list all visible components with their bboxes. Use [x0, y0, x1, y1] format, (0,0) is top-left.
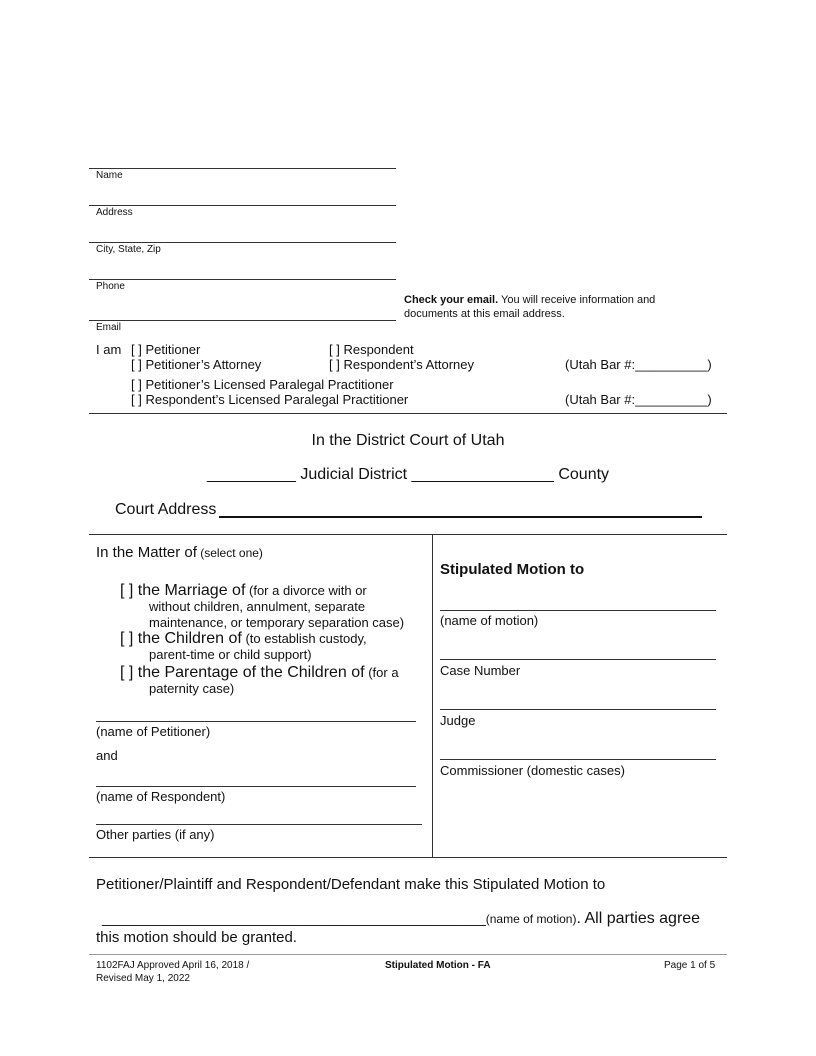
- utah-bar-field-1[interactable]: (Utah Bar #:__________): [565, 357, 712, 372]
- marriage-main: [ ] the Marriage of: [120, 582, 246, 599]
- children-main: [ ] the Children of: [120, 630, 242, 647]
- court-address-label: Court Address: [115, 501, 217, 518]
- commissioner-label: Commissioner (domestic cases): [440, 763, 625, 778]
- marriage-cont: without children, annulment, separate maintenance, or temporary separation case): [149, 599, 405, 630]
- judge-line[interactable]: [440, 709, 716, 710]
- email-note-bold: Check your email.: [404, 294, 499, 306]
- and-label: and: [96, 748, 118, 763]
- court-title: In the District Court of Utah: [311, 432, 505, 449]
- agree-text: . All parties agree: [576, 910, 701, 927]
- i-am-label: I am: [96, 342, 122, 357]
- children-cont: parent-time or child support): [149, 647, 312, 662]
- phone-line[interactable]: [89, 279, 396, 280]
- motion-name-label: (name of motion): [440, 613, 539, 628]
- petitioner-name-line[interactable]: [96, 721, 416, 722]
- other-parties-label: Other parties (if any): [96, 827, 215, 842]
- footer-divider: [89, 954, 727, 955]
- footer-title: Stipulated Motion - FA: [385, 960, 491, 971]
- checkbox-petitioner-attorney[interactable]: [ ] Petitioner’s Attorney: [131, 357, 262, 372]
- court-address-line[interactable]: [219, 516, 702, 518]
- judge-label: Judge: [440, 713, 476, 728]
- checkbox-petitioner-lpp[interactable]: [ ] Petitioner’s Licensed Paralegal Practitioner: [131, 377, 394, 392]
- parentage-main: [ ] the Parentage of the Children of: [120, 664, 365, 681]
- footer-page-number: Page 1 of 5: [664, 960, 716, 971]
- email-label: Email: [96, 322, 122, 333]
- footer-revised: Revised May 1, 2022: [96, 973, 190, 984]
- option-children[interactable]: [120, 630, 420, 663]
- motion-name-blank[interactable]: ______________________________________________: [102, 910, 486, 927]
- stipulated-motion-title: Stipulated Motion to: [440, 561, 585, 578]
- utah-bar-field-2[interactable]: (Utah Bar #:__________): [565, 392, 712, 407]
- motion-name-small: (name of motion): [485, 912, 577, 926]
- caption-bottom-border: [89, 857, 727, 858]
- respondent-name-label: (name of Respondent): [96, 789, 226, 804]
- matter-sub: (select one): [196, 546, 263, 560]
- parentage-sub: (for a: [364, 665, 399, 680]
- footer-form-id: 1102FAJ Approved April 16, 2018 /: [96, 960, 250, 971]
- address-label: Address: [96, 207, 133, 218]
- checkbox-respondent-lpp[interactable]: [ ] Respondent’s Licensed Paralegal Practitioner: [131, 392, 409, 407]
- caption-divider: [432, 534, 433, 857]
- matter-main: In the Matter of: [96, 544, 197, 561]
- name-line[interactable]: [89, 168, 396, 169]
- phone-label: Phone: [96, 281, 125, 292]
- checkbox-petitioner[interactable]: [ ] Petitioner: [131, 342, 201, 357]
- option-parentage[interactable]: [120, 664, 420, 697]
- role-divider: [89, 413, 727, 414]
- checkbox-respondent[interactable]: [ ] Respondent: [329, 342, 414, 357]
- marriage-sub: (for a divorce with or: [245, 583, 367, 598]
- parentage-cont: paternity case): [149, 681, 235, 696]
- in-the-matter-of: [96, 544, 263, 561]
- address-line[interactable]: [89, 205, 396, 206]
- granted-text: this motion should be granted.: [96, 929, 297, 946]
- email-line[interactable]: [89, 320, 396, 321]
- motion-intro-text: Petitioner/Plaintiff and Respondent/Defendant make this Stipulated Motion to: [96, 876, 606, 893]
- other-parties-line[interactable]: [96, 824, 422, 825]
- respondent-name-line[interactable]: [96, 786, 416, 787]
- judicial-district-line[interactable]: __________ Judicial District ________________ County: [206, 466, 610, 483]
- option-marriage[interactable]: [120, 582, 420, 631]
- motion-name-sentence: [102, 910, 700, 928]
- email-note: [404, 293, 655, 321]
- checkbox-respondent-attorney[interactable]: [ ] Respondent’s Attorney: [329, 357, 475, 372]
- email-note-line2: documents at this email address.: [404, 308, 565, 320]
- motion-name-line[interactable]: [440, 610, 716, 611]
- case-number-label: Case Number: [440, 663, 521, 678]
- city-state-zip-label: City, State, Zip: [96, 244, 161, 255]
- caption-top-border: [89, 534, 727, 535]
- email-note-rest: You will receive information and: [498, 294, 656, 306]
- commissioner-line[interactable]: [440, 759, 716, 760]
- children-sub: (to establish custody,: [241, 631, 367, 646]
- city-state-zip-line[interactable]: [89, 242, 396, 243]
- case-number-line[interactable]: [440, 659, 716, 660]
- name-label: Name: [96, 170, 123, 181]
- petitioner-name-label: (name of Petitioner): [96, 724, 211, 739]
